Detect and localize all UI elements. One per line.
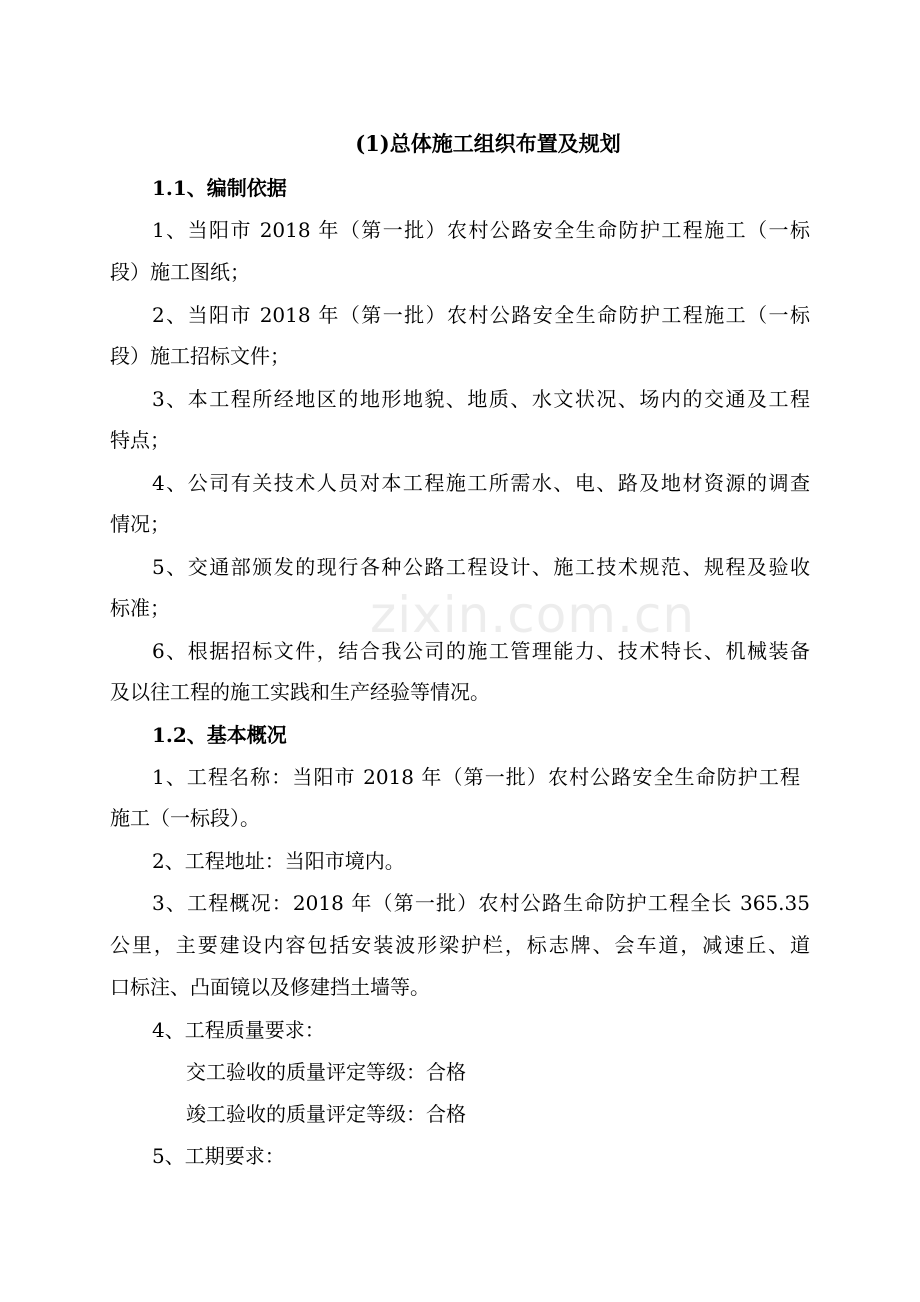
overview-item-4-sub1: 交工验收的质量评定等级：合格 (186, 1060, 466, 1084)
basis-item-3-line2: 特点； (110, 428, 170, 452)
overview-item-3-line2: 公里，主要建设内容包括安装波形梁护栏，标志牌、会车道，减速丘、道 (110, 933, 810, 957)
basis-item-4-line2: 情况； (110, 512, 170, 536)
basis-item-2-line2: 段）施工招标文件； (110, 344, 290, 368)
overview-item-4-sub2: 竣工验收的质量评定等级：合格 (186, 1102, 466, 1126)
overview-item-1-line1: 1、工程名称：当阳市 2018 年（第一批）农村公路安全生命防护工程 (152, 765, 800, 789)
basis-item-1-line1: 1、当阳市 2018 年（第一批）农村公路安全生命防护工程施工（一标 (152, 218, 810, 242)
basis-item-6-line1: 6、根据招标文件，结合我公司的施工管理能力、技术特长、机械装备 (152, 639, 810, 663)
page-title: (1)总体施工组织布置及规划 (355, 131, 621, 156)
basis-item-5-line1: 5、交通部颁发的现行各种公路工程设计、施工技术规范、规程及验收 (152, 555, 810, 579)
basis-item-6-line2: 及以往工程的施工实践和生产经验等情况。 (110, 680, 490, 704)
basis-item-1-line2: 段）施工图纸； (110, 260, 250, 284)
overview-item-3-line3: 口标注、凸面镜以及修建挡土墙等。 (110, 975, 430, 999)
overview-item-3-line1: 3、工程概况：2018 年（第一批）农村公路生命防护工程全长 365.35 (152, 891, 810, 915)
watermark: zixin.com.cn (370, 586, 696, 644)
basis-item-2-line1: 2、当阳市 2018 年（第一批）农村公路安全生命防护工程施工（一标 (152, 303, 810, 327)
overview-item-4-label: 4、工程质量要求： (152, 1018, 325, 1042)
overview-item-5: 5、工期要求： (152, 1144, 285, 1168)
section-heading-basis: 1.1、编制依据 (152, 176, 287, 200)
basis-item-5-line2: 标准； (110, 596, 170, 620)
basis-item-4-line1: 4、公司有关技术人员对本工程施工所需水、电、路及地材资源的调查 (152, 471, 810, 495)
overview-item-1-line2: 施工（一标段）。 (110, 806, 260, 830)
basis-item-3-line1: 3、本工程所经地区的地形地貌、地质、水文状况、场内的交通及工程 (152, 387, 810, 411)
section-heading-overview: 1.2、基本概况 (152, 723, 287, 747)
overview-item-2: 2、工程地址：当阳市境内。 (152, 849, 405, 873)
